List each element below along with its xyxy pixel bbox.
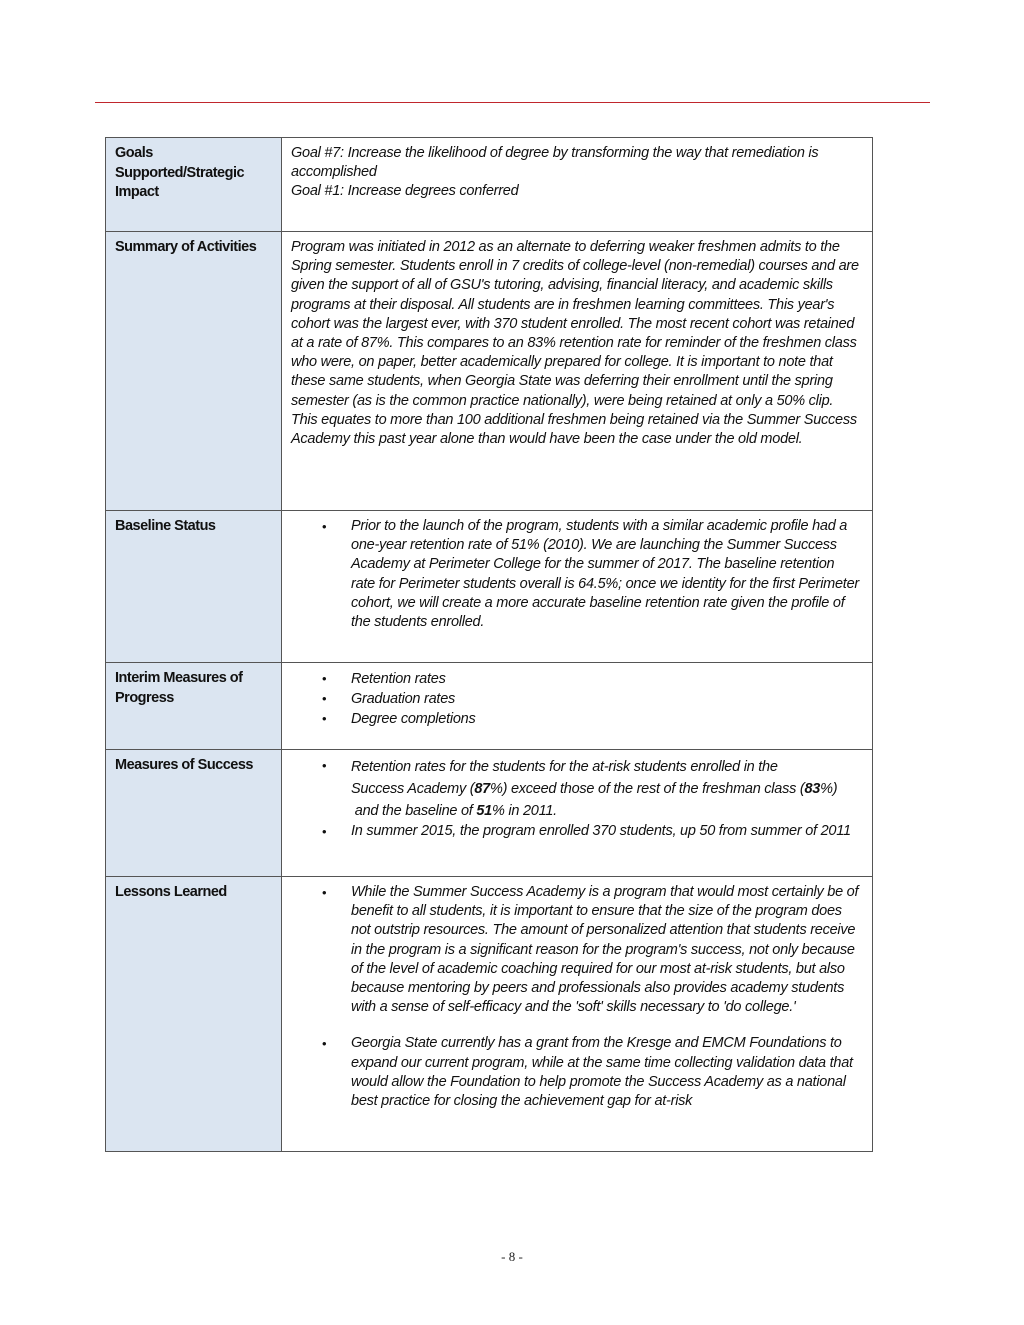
- success-row: [106, 750, 873, 877]
- success-label: Measures of Success: [106, 750, 282, 877]
- lessons-row: [106, 877, 873, 1152]
- success-line-2: [351, 778, 860, 800]
- baseline-label: Baseline Status: [106, 511, 282, 663]
- summary-row: [106, 232, 873, 511]
- baseline-content: [282, 511, 873, 663]
- goal-7-text: Goal #7: Increase the likelihood of degree by transforming the way that remediation is accomplished: [291, 145, 819, 181]
- lessons-bullet-grant: • Georgia State currently has a grant from the Kresge and EMCM Foundations to expand our current program, while at the same time collecting validation data that would allow the Foundation to help promote the Success Academy as a national best practice for closing the achievement gap for at-risk: [351, 1034, 860, 1111]
- interim-item-retention: • Retention rates: [351, 669, 860, 689]
- success-list: [291, 756, 860, 841]
- lessons-label: Lessons Learned: [106, 877, 282, 1152]
- goals-content: [282, 138, 873, 232]
- success-text-c: %): [820, 781, 838, 797]
- baseline-bullet: • Prior to the launch of the program, students with a similar academic profile had a one-year retention rate of 51% (2010). We are launching the Summer Success Academy at Perimeter College for the summer of 2017. The baseline retention rate for Perimeter students overall is 64.5%; once we identity for the first Perimeter cohort, we will create a more accurate baseline retention rate given the profile of the students enrolled.: [351, 517, 860, 632]
- interim-content: [282, 663, 873, 750]
- baseline-row: [106, 511, 873, 663]
- goal-1-text: Goal #1: Increase degrees conferred: [291, 183, 519, 200]
- interim-item-degree: • Degree completions: [351, 709, 860, 729]
- baseline-list: [291, 517, 860, 632]
- lessons-bullet-resources: • While the Summer Success Academy is a program that would most certainly be of benefit to all students, it is important to ensure that the size of the program does not outstrip resources. The amount of personalized attention that students receive in the program is a significant reason for the program's success, not only because of the level of academic coaching required for our most at-risk students, but also because mentoring by peers and professionals also provides academy students with a sense of self-efficacy and the 'soft' skills necessary to 'do college.': [351, 883, 860, 1017]
- success-line-1: • Retention rates for the students for the at-risk students enrolled in the: [351, 759, 778, 775]
- success-text-e: % in 2011.: [492, 803, 557, 819]
- success-text-a: Success Academy (: [351, 781, 475, 797]
- success-text-d: and the baseline of: [354, 803, 477, 819]
- interim-label: Interim Measures of Progress: [106, 663, 282, 750]
- success-value-87: 87: [474, 781, 490, 797]
- lessons-content: [282, 877, 873, 1152]
- success-text-b: %) exceed those of the rest of the freshman class (: [489, 781, 805, 797]
- success-content: [282, 750, 873, 877]
- goals-label: Goals Supported/Strategic Impact: [106, 138, 282, 232]
- summary-label: Summary of Activities: [106, 232, 282, 511]
- interim-row: [106, 663, 873, 750]
- header-rule: [95, 102, 930, 103]
- success-measure-retention: [351, 756, 860, 822]
- interim-item-graduation: • Graduation rates: [351, 689, 860, 709]
- goals-row: [106, 138, 873, 232]
- lessons-list: [291, 883, 860, 1111]
- summary-content: Program was initiated in 2012 as an alternate to deferring weaker freshmen admits to the Spring semester. Students enroll in 7 credits of college-level (non-remedial) courses and are given the support of all of GSU's tutoring, advising, financial literacy, and academic skills programs at their disposal. All students are in freshmen learning committees. This year's cohort was the largest ever, with 370 student enrolled. The most recent cohort was retained at a rate of 87%. This compares to an 83% retention rate for reminder of the freshmen class who were, on paper, better academically prepared for college. It is important to note that these same students, when Georgia State was deferring their enrollment until the spring semester (as is the common practice nationally), were being retained at only a 50% clip. This equates to more than 100 additional freshmen being retained via the Summer Success Academy this past year alone than would have been the case under the old model.: [282, 232, 873, 511]
- success-value-51: 51: [476, 803, 492, 819]
- page-number: - 8 -: [501, 1249, 523, 1264]
- interim-list: [291, 669, 860, 729]
- success-line-3: [351, 800, 860, 822]
- success-measure-enrollment: • In summer 2015, the program enrolled 370 students, up 50 from summer of 2011: [351, 822, 860, 841]
- program-table: [105, 137, 873, 1152]
- success-value-83: 83: [804, 781, 821, 797]
